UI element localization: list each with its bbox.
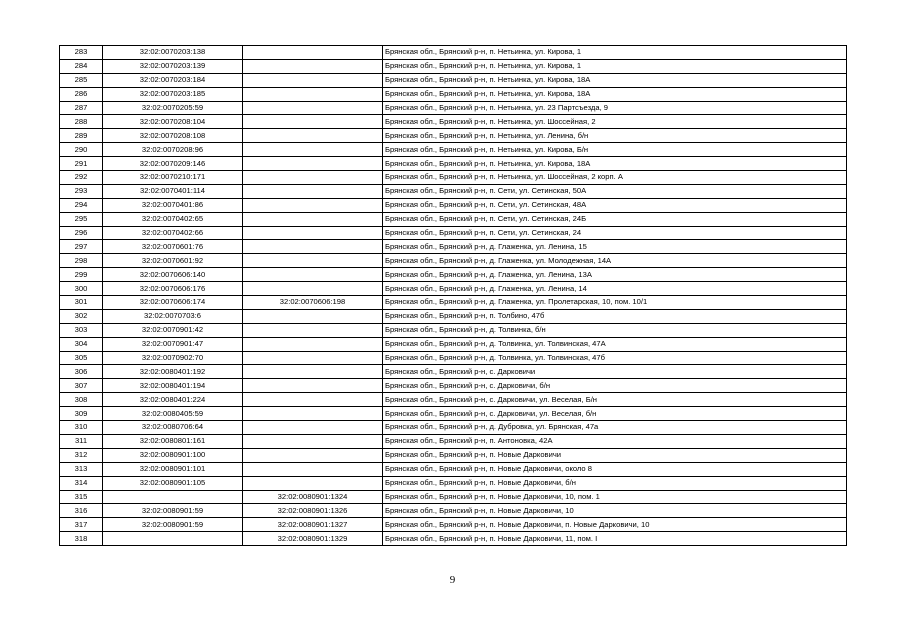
- cadastral-number-cell: 32:02:0070210:171: [103, 171, 243, 185]
- table-row: [60, 518, 847, 532]
- cadastral-number-cell: 32:02:0070203:139: [103, 59, 243, 73]
- related-cadastral-number-cell: [243, 462, 383, 476]
- cadastral-table: [59, 45, 847, 546]
- related-cadastral-number-cell: [243, 323, 383, 337]
- cadastral-number-cell: 32:02:0080401:224: [103, 393, 243, 407]
- related-cadastral-number-cell: [243, 365, 383, 379]
- table-row: [60, 115, 847, 129]
- row-number-cell: 294: [60, 198, 103, 212]
- cadastral-number-cell: 32:02:0080401:194: [103, 379, 243, 393]
- related-cadastral-number-cell: [243, 421, 383, 435]
- address-cell: Брянская обл., Брянский р-н, п. Новые Дарковичи, 11, пом. I: [383, 532, 847, 546]
- table-row: [60, 421, 847, 435]
- row-number-cell: 300: [60, 282, 103, 296]
- cadastral-number-cell: 32:02:0070901:47: [103, 337, 243, 351]
- table-row: [60, 532, 847, 546]
- address-cell: Брянская обл., Брянский р-н, п. Нетьинка, ул. Шоссейная, 2: [383, 115, 847, 129]
- row-number-cell: 313: [60, 462, 103, 476]
- address-cell: Брянская обл., Брянский р-н, п. Нетьинка, ул. Кирова, 18А: [383, 157, 847, 171]
- row-number-cell: 310: [60, 421, 103, 435]
- row-number-cell: 289: [60, 129, 103, 143]
- address-cell: Брянская обл., Брянский р-н, п. Сети, ул. Сетинская, 24Б: [383, 212, 847, 226]
- related-cadastral-number-cell: [243, 282, 383, 296]
- table-row: [60, 184, 847, 198]
- address-cell: Брянская обл., Брянский р-н, п. Новые Дарковичи, б/н: [383, 476, 847, 490]
- table-row: [60, 59, 847, 73]
- address-cell: Брянская обл., Брянский р-н, п. Нетьинка, ул. Кирова, 18А: [383, 87, 847, 101]
- table-row: [60, 226, 847, 240]
- related-cadastral-number-cell: [243, 171, 383, 185]
- related-cadastral-number-cell: [243, 337, 383, 351]
- row-number-cell: 295: [60, 212, 103, 226]
- cadastral-number-cell: 32:02:0070601:76: [103, 240, 243, 254]
- table-row: [60, 337, 847, 351]
- cadastral-number-cell: 32:02:0070203:185: [103, 87, 243, 101]
- address-cell: Брянская обл., Брянский р-н, с. Дарковичи: [383, 365, 847, 379]
- row-number-cell: 306: [60, 365, 103, 379]
- related-cadastral-number-cell: 32:02:0070606:198: [243, 296, 383, 310]
- cadastral-number-cell: 32:02:0080401:192: [103, 365, 243, 379]
- related-cadastral-number-cell: [243, 351, 383, 365]
- table-row: [60, 490, 847, 504]
- table-row: [60, 87, 847, 101]
- related-cadastral-number-cell: [243, 268, 383, 282]
- table-row: [60, 212, 847, 226]
- row-number-cell: 285: [60, 73, 103, 87]
- related-cadastral-number-cell: [243, 129, 383, 143]
- row-number-cell: 288: [60, 115, 103, 129]
- address-cell: Брянская обл., Брянский р-н, п. Нетьинка, ул. Ленина, б/н: [383, 129, 847, 143]
- address-cell: Брянская обл., Брянский р-н, д. Толвинка, ул. Толвинская, 47б: [383, 351, 847, 365]
- table-row: [60, 393, 847, 407]
- address-cell: Брянская обл., Брянский р-н, д. Глаженка, ул. Ленина, 14: [383, 282, 847, 296]
- table-row: [60, 157, 847, 171]
- row-number-cell: 290: [60, 143, 103, 157]
- address-cell: Брянская обл., Брянский р-н, д. Глаженка, ул. Ленина, 15: [383, 240, 847, 254]
- table-row: [60, 198, 847, 212]
- table-row: [60, 101, 847, 115]
- cadastral-number-cell: 32:02:0070606:140: [103, 268, 243, 282]
- address-cell: Брянская обл., Брянский р-н, с. Дарковичи, б/н: [383, 379, 847, 393]
- related-cadastral-number-cell: [243, 434, 383, 448]
- row-number-cell: 303: [60, 323, 103, 337]
- related-cadastral-number-cell: 32:02:0080901:1324: [243, 490, 383, 504]
- cadastral-number-cell: 32:02:0070901:42: [103, 323, 243, 337]
- cadastral-number-cell: 32:02:0070208:96: [103, 143, 243, 157]
- table-row: [60, 351, 847, 365]
- related-cadastral-number-cell: [243, 73, 383, 87]
- table-row: [60, 254, 847, 268]
- table-row: [60, 240, 847, 254]
- cadastral-number-cell: 32:02:0070703:6: [103, 309, 243, 323]
- row-number-cell: 309: [60, 407, 103, 421]
- related-cadastral-number-cell: [243, 240, 383, 254]
- address-cell: Брянская обл., Брянский р-н, д. Глаженка, ул. Молодежная, 14А: [383, 254, 847, 268]
- address-cell: Брянская обл., Брянский р-н, п. Новые Дарковичи: [383, 448, 847, 462]
- table-row: [60, 296, 847, 310]
- cadastral-number-cell: 32:02:0080901:59: [103, 504, 243, 518]
- address-cell: Брянская обл., Брянский р-н, п. Новые Дарковичи, 10, пом. 1: [383, 490, 847, 504]
- row-number-cell: 296: [60, 226, 103, 240]
- row-number-cell: 315: [60, 490, 103, 504]
- cadastral-number-cell: [103, 490, 243, 504]
- related-cadastral-number-cell: [243, 212, 383, 226]
- cadastral-number-cell: 32:02:0080801:161: [103, 434, 243, 448]
- row-number-cell: 312: [60, 448, 103, 462]
- row-number-cell: 317: [60, 518, 103, 532]
- address-cell: Брянская обл., Брянский р-н, п. Сети, ул. Сетинская, 48А: [383, 198, 847, 212]
- address-cell: Брянская обл., Брянский р-н, д. Толвинка, ул. Толвинская, 47А: [383, 337, 847, 351]
- cadastral-number-cell: 32:02:0080901:101: [103, 462, 243, 476]
- cadastral-number-cell: 32:02:0070208:108: [103, 129, 243, 143]
- address-cell: Брянская обл., Брянский р-н, д. Толвинка, б/н: [383, 323, 847, 337]
- cadastral-number-cell: 32:02:0080901:59: [103, 518, 243, 532]
- address-cell: Брянская обл., Брянский р-н, с. Дарковичи, ул. Веселая, Б/н: [383, 393, 847, 407]
- cadastral-number-cell: 32:02:0070203:138: [103, 46, 243, 60]
- row-number-cell: 297: [60, 240, 103, 254]
- table-row: [60, 309, 847, 323]
- row-number-cell: 286: [60, 87, 103, 101]
- table-row: [60, 434, 847, 448]
- address-cell: Брянская обл., Брянский р-н, п. Нетьинка, ул. Кирова, Б/н: [383, 143, 847, 157]
- row-number-cell: 292: [60, 171, 103, 185]
- cadastral-number-cell: 32:02:0070402:65: [103, 212, 243, 226]
- related-cadastral-number-cell: [243, 198, 383, 212]
- related-cadastral-number-cell: [243, 115, 383, 129]
- related-cadastral-number-cell: [243, 379, 383, 393]
- cadastral-number-cell: 32:02:0080405:59: [103, 407, 243, 421]
- row-number-cell: 305: [60, 351, 103, 365]
- table-row: [60, 171, 847, 185]
- related-cadastral-number-cell: [243, 476, 383, 490]
- table-row: [60, 268, 847, 282]
- related-cadastral-number-cell: [243, 254, 383, 268]
- address-cell: Брянская обл., Брянский р-н, п. Новые Дарковичи, около 8: [383, 462, 847, 476]
- related-cadastral-number-cell: [243, 407, 383, 421]
- cadastral-number-cell: 32:02:0070401:86: [103, 198, 243, 212]
- table-row: [60, 407, 847, 421]
- cadastral-number-cell: [103, 532, 243, 546]
- row-number-cell: 302: [60, 309, 103, 323]
- row-number-cell: 299: [60, 268, 103, 282]
- row-number-cell: 311: [60, 434, 103, 448]
- related-cadastral-number-cell: 32:02:0080901:1326: [243, 504, 383, 518]
- address-cell: Брянская обл., Брянский р-н, п. Сети, ул. Сетинская, 50А: [383, 184, 847, 198]
- address-cell: Брянская обл., Брянский р-н, д. Глаженка, ул. Ленина, 13А: [383, 268, 847, 282]
- cadastral-number-cell: 32:02:0070203:184: [103, 73, 243, 87]
- row-number-cell: 308: [60, 393, 103, 407]
- cadastral-number-cell: 32:02:0070401:114: [103, 184, 243, 198]
- cadastral-number-cell: 32:02:0070606:174: [103, 296, 243, 310]
- cadastral-number-cell: 32:02:0080706:64: [103, 421, 243, 435]
- related-cadastral-number-cell: [243, 393, 383, 407]
- table-row: [60, 143, 847, 157]
- table-row: [60, 282, 847, 296]
- cadastral-table-body: [60, 46, 847, 546]
- related-cadastral-number-cell: 32:02:0080901:1329: [243, 532, 383, 546]
- row-number-cell: 301: [60, 296, 103, 310]
- table-row: [60, 323, 847, 337]
- address-cell: Брянская обл., Брянский р-н, п. Нетьинка, ул. 23 Партсъезда, 9: [383, 101, 847, 115]
- address-cell: Брянская обл., Брянский р-н, п. Новые Дарковичи, 10: [383, 504, 847, 518]
- page-number: 9: [449, 574, 456, 586]
- row-number-cell: 293: [60, 184, 103, 198]
- row-number-cell: 316: [60, 504, 103, 518]
- table-row: [60, 504, 847, 518]
- table-row: [60, 73, 847, 87]
- row-number-cell: 307: [60, 379, 103, 393]
- table-row: [60, 365, 847, 379]
- table-row: [60, 462, 847, 476]
- cadastral-number-cell: 32:02:0070208:104: [103, 115, 243, 129]
- address-cell: Брянская обл., Брянский р-н, д. Глаженка, ул. Пролетарская, 10, пом. 10/1: [383, 296, 847, 310]
- row-number-cell: 318: [60, 532, 103, 546]
- row-number-cell: 298: [60, 254, 103, 268]
- row-number-cell: 304: [60, 337, 103, 351]
- address-cell: Брянская обл., Брянский р-н, п. Нетьинка, ул. Кирова, 18А: [383, 73, 847, 87]
- row-number-cell: 283: [60, 46, 103, 60]
- related-cadastral-number-cell: [243, 143, 383, 157]
- table-row: [60, 448, 847, 462]
- cadastral-number-cell: 32:02:0070402:66: [103, 226, 243, 240]
- cadastral-number-cell: 32:02:0070606:176: [103, 282, 243, 296]
- address-cell: Брянская обл., Брянский р-н, п. Нетьинка, ул. Кирова, 1: [383, 59, 847, 73]
- related-cadastral-number-cell: 32:02:0080901:1327: [243, 518, 383, 532]
- cadastral-number-cell: 32:02:0070209:146: [103, 157, 243, 171]
- cadastral-number-cell: 32:02:0080901:100: [103, 448, 243, 462]
- row-number-cell: 314: [60, 476, 103, 490]
- table-row: [60, 379, 847, 393]
- related-cadastral-number-cell: [243, 59, 383, 73]
- row-number-cell: 287: [60, 101, 103, 115]
- address-cell: Брянская обл., Брянский р-н, п. Антоновка, 42А: [383, 434, 847, 448]
- related-cadastral-number-cell: [243, 309, 383, 323]
- address-cell: Брянская обл., Брянский р-н, д. Дубровка, ул. Брянская, 47а: [383, 421, 847, 435]
- cadastral-number-cell: 32:02:0070205:59: [103, 101, 243, 115]
- cadastral-number-cell: 32:02:0070601:92: [103, 254, 243, 268]
- address-cell: Брянская обл., Брянский р-н, п. Толбино, 47б: [383, 309, 847, 323]
- address-cell: Брянская обл., Брянский р-н, п. Нетьинка, ул. Кирова, 1: [383, 46, 847, 60]
- table-row: [60, 476, 847, 490]
- address-cell: Брянская обл., Брянский р-н, п. Новые Дарковичи, п. Новые Дарковичи, 10: [383, 518, 847, 532]
- cadastral-number-cell: 32:02:0080901:105: [103, 476, 243, 490]
- address-cell: Брянская обл., Брянский р-н, п. Нетьинка, ул. Шоссейная, 2 корп. А: [383, 171, 847, 185]
- related-cadastral-number-cell: [243, 157, 383, 171]
- row-number-cell: 291: [60, 157, 103, 171]
- table-row: [60, 129, 847, 143]
- related-cadastral-number-cell: [243, 448, 383, 462]
- related-cadastral-number-cell: [243, 87, 383, 101]
- table-row: [60, 46, 847, 60]
- cadastral-number-cell: 32:02:0070902:70: [103, 351, 243, 365]
- address-cell: Брянская обл., Брянский р-н, п. Сети, ул. Сетинская, 24: [383, 226, 847, 240]
- related-cadastral-number-cell: [243, 46, 383, 60]
- related-cadastral-number-cell: [243, 226, 383, 240]
- row-number-cell: 284: [60, 59, 103, 73]
- related-cadastral-number-cell: [243, 101, 383, 115]
- address-cell: Брянская обл., Брянский р-н, с. Дарковичи, ул. Веселая, б/н: [383, 407, 847, 421]
- related-cadastral-number-cell: [243, 184, 383, 198]
